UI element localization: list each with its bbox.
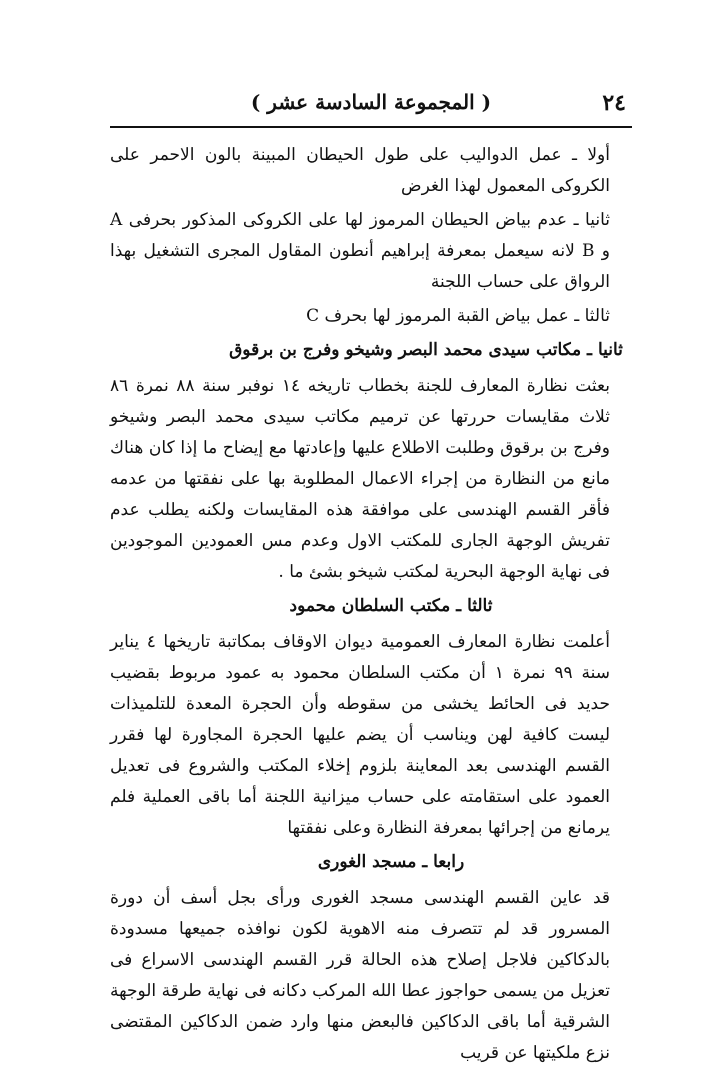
paragraph: بعثت نظارة المعارف للجنة بخطاب تاريخه ١٤ نوفبر سنة ٨٨ نمرة ٨٦ ثلاث مقايسات حررتها عن ترميم مكاتب سيدى محمد البصر وشيخو وفرج بن برقوق وطلبت الاطلاع عليها وإعادتها مع إيضاح ما إذا كان هناك مانع من النظارة من إجراء الاعمال المطلوبة بها على نفقتها من عدمه فأقر القسم الهندسى على موافقة هذه المقايسات ولكنه يطلب عدم تفريش الوجهة الجارى للمكتب الاول وعدم مس العمودين الموجودين فى نهاية الوجهة البحرية لمكتب شيخو بشئ ما . — [110, 376, 610, 582]
page-number: ٢٤ — [602, 90, 626, 116]
paragraph: أعلمت نظارة المعارف العمومية ديوان الاوقاف بمكاتبة تاريخها ٤ يناير سنة ٩٩ نمرة ١ أن مكتب السلطان محمود به عمود مربوط بقضيب حديد فى الحائط يخشى من سقوطه وأن الحجرة المعدة للتلميذات ليست كافية لهن ويناسب أن يضم عليها الحجرة المجاورة لها فقرر القسم الهندسى بعد المعاينة بلزوم إخلاء المكتب والشروع فى تعديل العمود على استقامته على حساب ميزانية اللجنة أما باقى العملية فلم يرمانع من إجرائها بمعرفة النظارة وعلى نفقتها — [110, 632, 611, 838]
section-heading: رابعا ـ مسجد الغورى — [317, 852, 465, 872]
document-body — [110, 140, 632, 1069]
paragraph: قد عاين القسم الهندسى مسجد الغورى ورأى بجل أسف أن دورة المسرور قد لم تتصرف منه الاهوية لكون نوافذه جميعها مسدودة بالدكاكين فلاجل إصلاح هذه الحالة قرر القسم الهندسى الاسراع فى تعزيل من يسمى حواجوز عطا الله المركب دكانه فى نهاية طرقة الوجهة الشرقية أما باقى الدكاكين فالبعض منها وارد ضمن الدكاكين المقتضى نزع ملكيتها عن قريب — [110, 888, 610, 1063]
running-title: ( المجموعة السادسة عشر ) — [250, 90, 492, 114]
paragraph: أولا ـ عمل الدواليب على طول الحيطان المبينة بالون الاحمر على الكروكى المعمول لهذا الغرض — [110, 145, 610, 196]
paragraph: ثالثا ـ عمل بياض القبة المرموز لها بحرف C — [306, 306, 610, 326]
section-heading: ثالثا ـ مكتب السلطان محمود — [289, 596, 493, 616]
section-heading: ثانيا ـ مكاتب سيدى محمد البصر وشيخو وفرج بن برقوق — [229, 340, 623, 360]
page-header — [110, 86, 632, 128]
paragraph: ثانيا ـ عدم بياض الحيطان المرموز لها على الكروكى المذكور بحرفى A و B لانه سيعمل بمعرفة إبراهيم أنطون المقاول المجرى التشغيل بهذا الرواق على حساب اللجنة — [110, 210, 610, 292]
